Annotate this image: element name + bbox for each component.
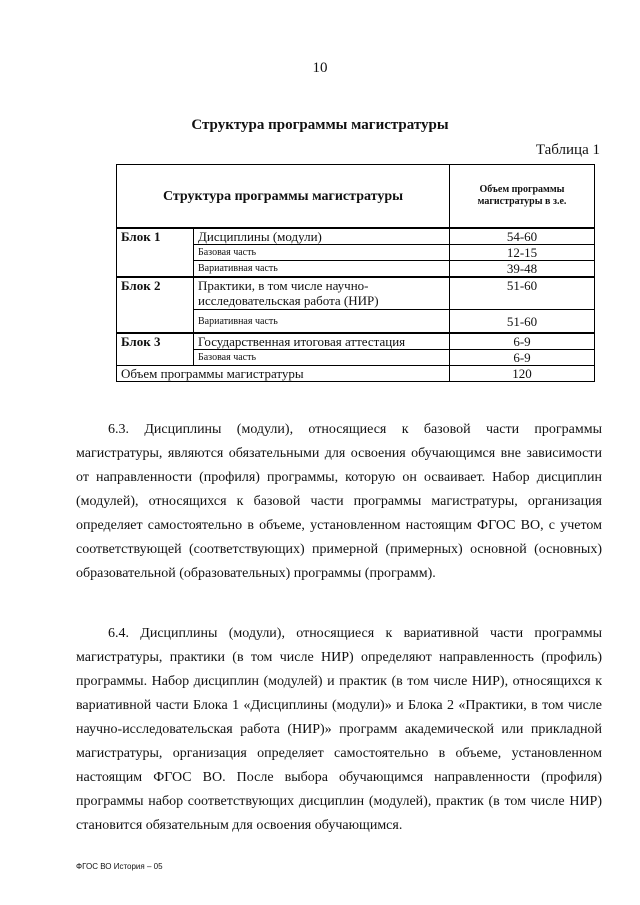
row-value: 12-15 [450, 245, 595, 261]
row-value: 51-60 [450, 310, 595, 334]
program-structure-table [116, 164, 595, 382]
page-number: 10 [312, 60, 328, 76]
header-volume-cell: Объем программы магистратуры в з.е. [450, 165, 595, 229]
paragraph-text: 6.3. Дисциплины (модули), относящиеся к базовой части программы магистратуры, являются обязательными для освоения обучающимся вне зависимости от направленности (профиля) программы, которую он осваивает. Набор дисциплин (модулей), относящихся к базовой части программы магистратуры, организация определяет самостоятельно в объеме, установленном настоящим ФГОС ВО, с учетом соответствующей (соответствующих) примерной (примерных) основной (основных) образовательной (образовательных) программы (программ). [76, 422, 602, 581]
block-label: Блок 1 [117, 228, 194, 277]
paragraph-6-3 [76, 418, 602, 586]
header-structure-cell: Структура программы магистратуры [117, 165, 450, 229]
document-title: Структура программы магистратуры [191, 117, 449, 133]
row-value: 6-9 [450, 333, 595, 350]
table-row [117, 333, 595, 350]
row-name: Дисциплины (модули) [194, 228, 450, 245]
block-label: Блок 2 [117, 277, 194, 333]
paragraph-6-4 [76, 622, 602, 838]
total-label: Объем программы магистратуры [117, 366, 450, 382]
row-name: Базовая часть [194, 245, 450, 261]
row-name: Базовая часть [194, 350, 450, 366]
row-value: 51-60 [450, 277, 595, 310]
row-name: Вариативная часть [194, 261, 450, 278]
row-value: 39-48 [450, 261, 595, 278]
table-label: Таблица 1 [535, 142, 600, 158]
page-footer: ФГОС ВО История – 05 [76, 862, 163, 871]
block-label: Блок 3 [117, 333, 194, 366]
row-name: Вариативная часть [194, 310, 450, 334]
paragraph-text: 6.4. Дисциплины (модули), относящиеся к вариативной части программы магистратуры, практики (в том числе НИР) определяют направленность (профиль) программы. Набор дисциплин (модулей) и практик (в том числе НИР), относящихся к вариативной части Блока 1 «Дисциплины (модули)» и Блока 2 «Практики, в том числе научно-исследовательская работа (НИР)» программ академической или прикладной магистратуры, организация определяет самостоятельно в объеме, установленном настоящим ФГОС ВО. После выбора обучающимся направленности (профиля) программы набор соответствующих дисциплин (модулей), практик (в том числе НИР) становится обязательным для освоения обучающимся. [76, 626, 602, 833]
row-name: Практики, в том числе научно-исследовательская работа (НИР) [194, 277, 450, 310]
row-value: 6-9 [450, 350, 595, 366]
total-value: 120 [450, 366, 595, 382]
row-value: 54-60 [450, 228, 595, 245]
table-total-row [117, 366, 595, 382]
table-row [117, 228, 595, 245]
table-header-row [117, 165, 595, 229]
table-row [117, 277, 595, 310]
row-name: Государственная итоговая аттестация [194, 333, 450, 350]
